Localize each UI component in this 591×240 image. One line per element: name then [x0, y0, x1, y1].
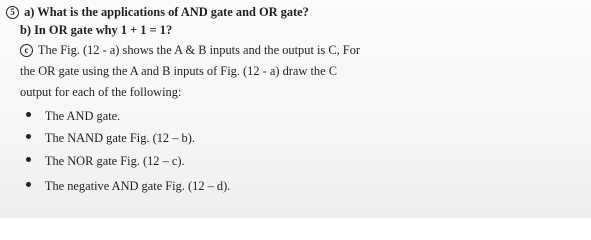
- bullet-text: The negative AND gate Fig. (12 – d).: [44, 179, 231, 193]
- bullet-item-negative-and-gate: [26, 178, 230, 194]
- bullet-icon: [26, 182, 31, 187]
- question-5c-text-3: output for each of the following:: [20, 85, 182, 99]
- question-number-circle: 5: [6, 6, 19, 19]
- bullet-icon: [26, 112, 31, 117]
- question-5b: [20, 22, 172, 38]
- question-5c-line2: [20, 63, 337, 79]
- question-5a-text: a) What is the applications of AND gate and OR gate?: [24, 5, 309, 19]
- question-5c-text-2: the OR gate using the A and B inputs of Fig. (12 - a) draw the C: [20, 64, 337, 78]
- question-5b-text: b) In OR gate why 1 + 1 = 1?: [20, 23, 173, 37]
- question-5c-line1: [20, 42, 360, 58]
- question-5c-line3: [20, 84, 181, 100]
- question-5c-text-1: The Fig. (12 - a) shows the A & B inputs and the output is C, For: [37, 43, 361, 57]
- part-c-circle: c: [20, 44, 33, 57]
- question-5a: [6, 4, 309, 20]
- bullet-icon: [26, 134, 31, 139]
- bullet-icon: [26, 157, 31, 162]
- bullet-text: The NOR gate Fig. (12 – c).: [44, 154, 185, 168]
- bullet-item-and-gate: [26, 108, 120, 124]
- bullet-item-nand-gate: [26, 130, 195, 146]
- bullet-text: The NAND gate Fig. (12 – b).: [44, 131, 195, 145]
- bullet-text: The AND gate.: [44, 109, 121, 123]
- bullet-item-nor-gate: [26, 153, 185, 169]
